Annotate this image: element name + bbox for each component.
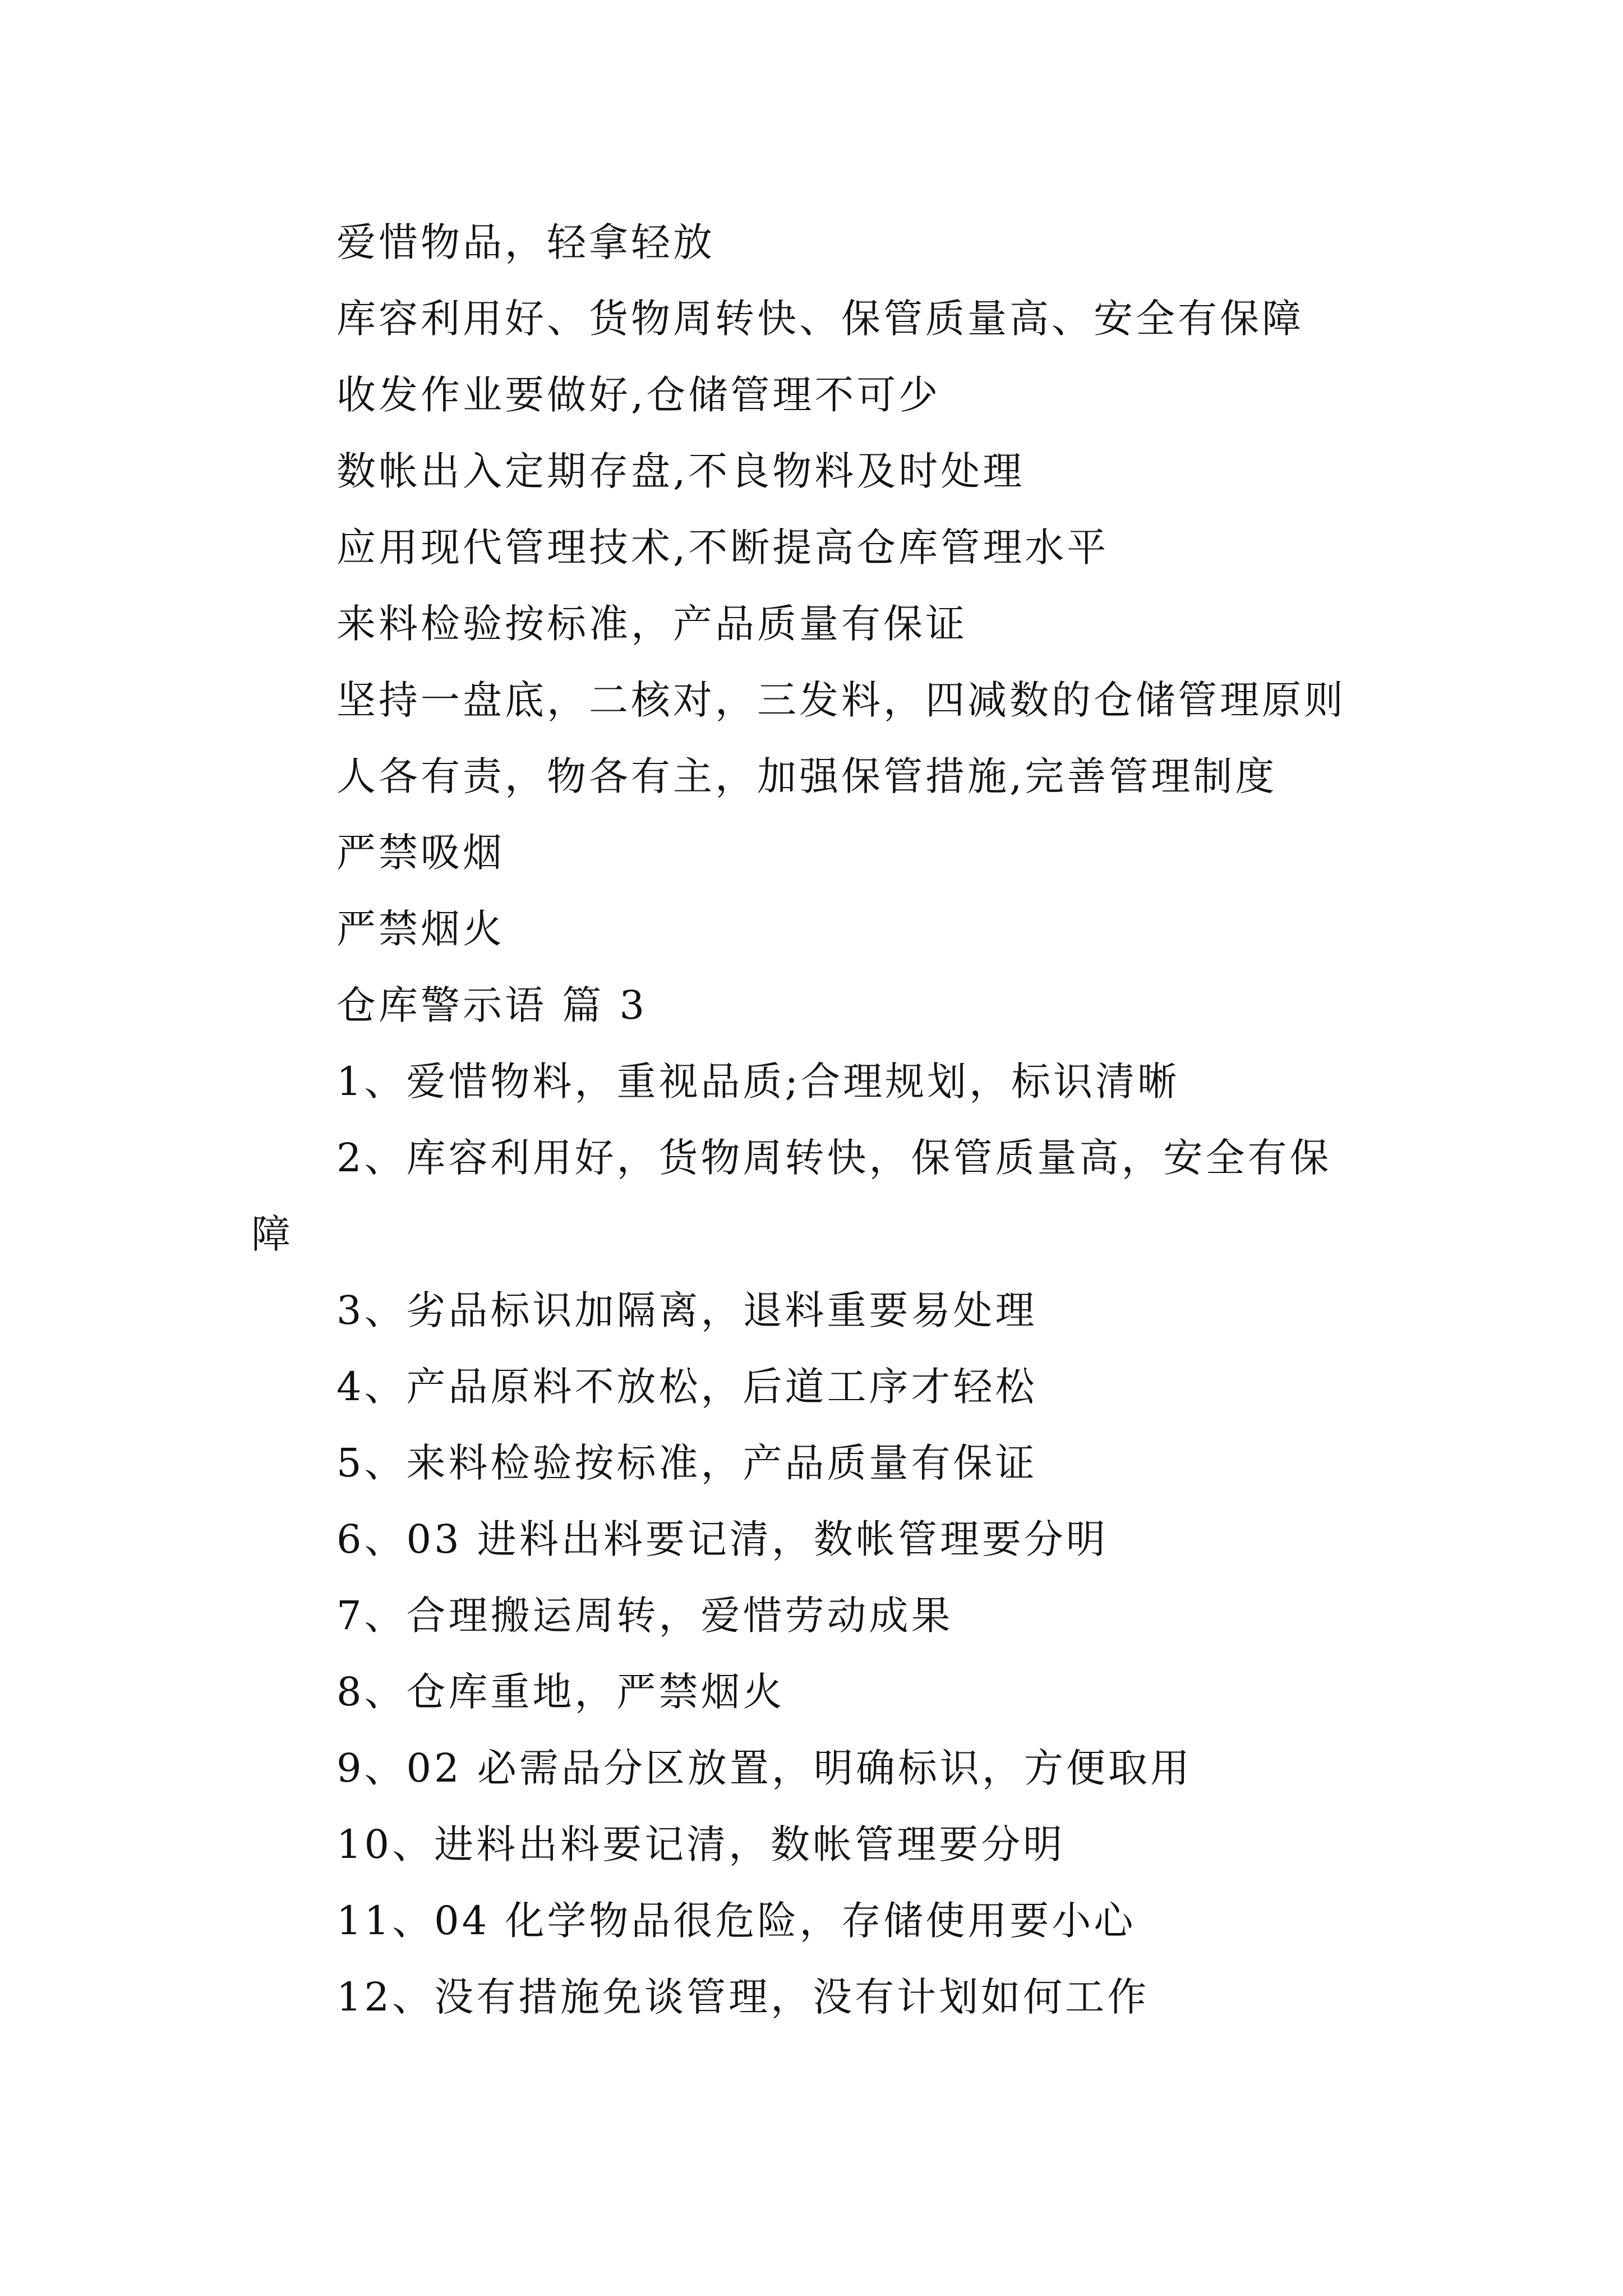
text-line: 坚持一盘底，二核对，三发料，四减数的仓储管理原则 <box>336 677 1346 723</box>
list-item: 6、03 进料出料要记清，数帐管理要分明 <box>336 1516 1108 1562</box>
text-line: 严禁烟火 <box>336 906 505 952</box>
list-item-continuation: 障 <box>251 1211 293 1257</box>
text-line: 爱惜物品，轻拿轻放 <box>336 219 715 265</box>
list-item: 8、仓库重地，严禁烟火 <box>336 1669 785 1715</box>
text-line: 收发作业要做好,仓储管理不可少 <box>336 372 941 418</box>
text-line: 数帐出入定期存盘,不良物料及时处理 <box>336 448 1025 494</box>
text-line: 人各有责，物各有主，加强保管措施,完善管理制度 <box>336 753 1278 799</box>
text-line: 来料检验按标准，产品质量有保证 <box>336 601 967 647</box>
list-item: 2、库容利用好，货物周转快，保管质量高，安全有保 <box>336 1135 1332 1181</box>
list-item: 7、合理搬运周转，爱惜劳动成果 <box>336 1593 953 1639</box>
list-item: 5、来料检验按标准，产品质量有保证 <box>336 1440 1038 1486</box>
list-item: 1、爱惜物料，重视品质;合理规划，标识清晰 <box>336 1059 1180 1105</box>
text-line: 严禁吸烟 <box>336 830 505 876</box>
list-item: 9、02 必需品分区放置，明确标识，方便取用 <box>336 1745 1192 1791</box>
text-line: 应用现代管理技术,不断提高仓库管理水平 <box>336 524 1109 570</box>
list-item: 10、进料出料要记清，数帐管理要分明 <box>336 1821 1066 1867</box>
text-line: 库容利用好、货物周转快、保管质量高、安全有保障 <box>336 296 1304 342</box>
section-heading: 仓库警示语 篇 3 <box>336 982 648 1028</box>
list-item: 12、没有措施免谈管理，没有计划如何工作 <box>336 1974 1150 2020</box>
list-item: 4、产品原料不放松，后道工序才轻松 <box>336 1364 1038 1410</box>
list-item: 11、04 化学物品很危险，存储使用要小心 <box>336 1898 1136 1944</box>
list-item: 3、劣品标识加隔离，退料重要易处理 <box>336 1287 1038 1333</box>
